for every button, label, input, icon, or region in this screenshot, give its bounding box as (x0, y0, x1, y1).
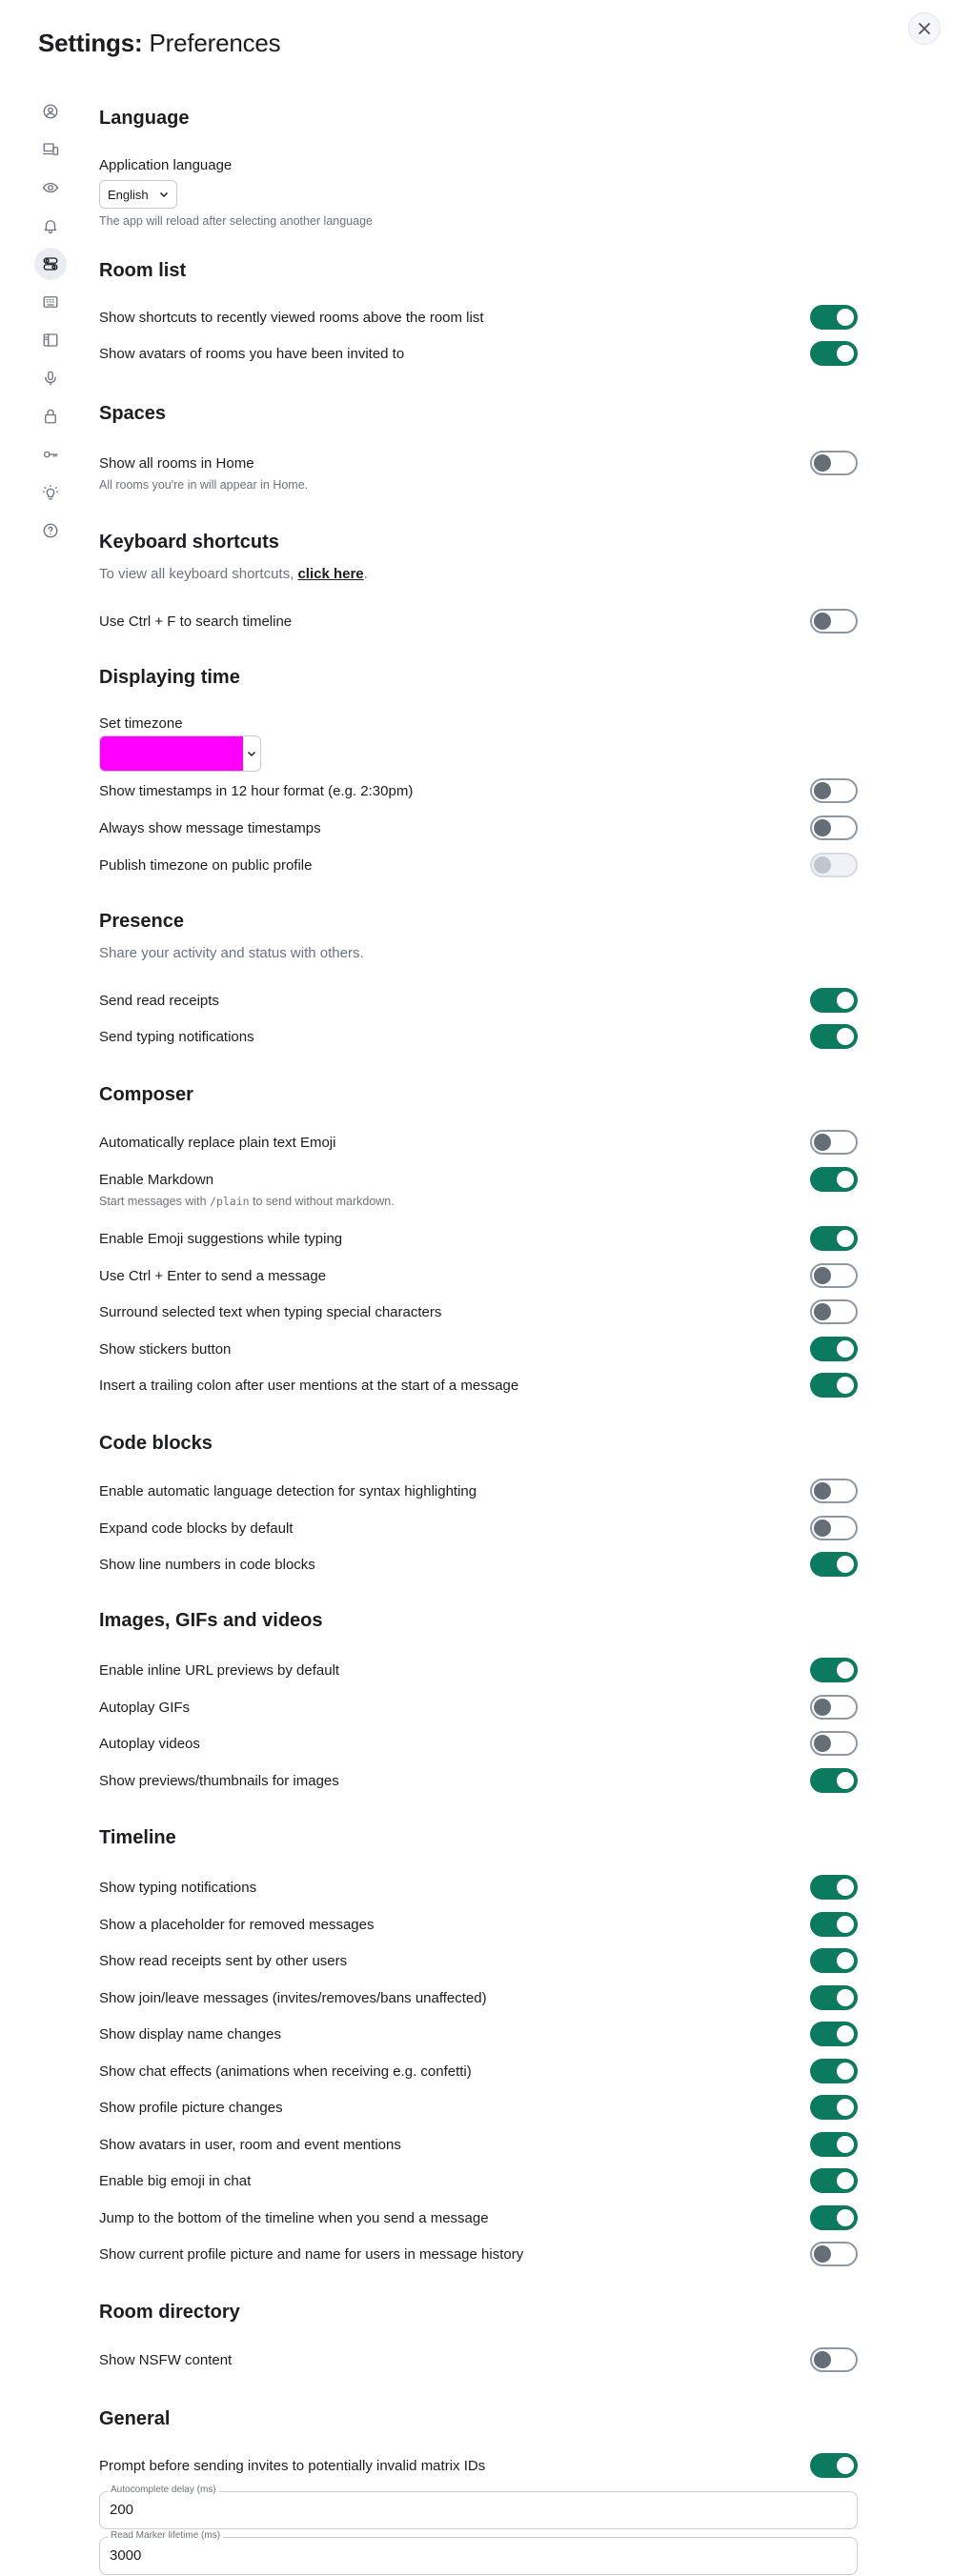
toggle-knob (814, 1267, 831, 1284)
toggle-knob (814, 1735, 831, 1752)
toggle-show-all-rooms-in-home[interactable] (810, 451, 858, 475)
section-heading-timeline: Timeline (99, 1827, 176, 1848)
section-heading-room-directory: Room directory (99, 2302, 240, 2323)
setting-label-show-a-placeholder-for-removed-messages: Show a placeholder for removed messages (99, 1917, 375, 1933)
tab-preferences[interactable] (34, 248, 67, 280)
setting-label-show-stickers-button: Show stickers button (99, 1341, 232, 1358)
toggle-automatically-replace-plain-text-emoji[interactable] (810, 1130, 858, 1155)
timezone-label: Set timezone (99, 715, 183, 732)
toggle-send-typing-notifications[interactable] (810, 1024, 858, 1049)
toggle-show-read-receipts-sent-by-other-users[interactable] (810, 1948, 858, 1973)
section-heading-composer: Composer (99, 1084, 193, 1105)
toggle-autoplay-gifs[interactable] (810, 1695, 858, 1720)
toggle-knob (837, 1171, 854, 1188)
setting-label-show-avatars-in-user-room-and-event-ment: Show avatars in user, room and event mentions (99, 2137, 401, 2153)
section-heading-general: General (99, 2408, 171, 2429)
presence-hint: Share your activity and status with others. (99, 945, 364, 961)
toggle-knob (837, 2457, 854, 2474)
voice-video-icon (42, 370, 59, 387)
toggle-jump-to-the-bottom-of-the-timeline-when-[interactable] (810, 2205, 858, 2230)
toggle-show-profile-picture-changes[interactable] (810, 2095, 858, 2120)
setting-label-insert-a-trailing-colon-after-user-menti: Insert a trailing colon after user mentions at the start of a message (99, 1378, 519, 1394)
setting-label-show-display-name-changes: Show display name changes (99, 2026, 281, 2043)
toggle-knob (837, 1340, 854, 1358)
toggle-show-previews-thumbnails-for-images[interactable] (810, 1768, 858, 1793)
setting-label-enable-emoji-suggestions-while-typing: Enable Emoji suggestions while typing (99, 1231, 343, 1247)
toggle-show-stickers-button[interactable] (810, 1337, 858, 1361)
toggle-prompt-before-sending-invites-to-potenti[interactable] (810, 2453, 858, 2478)
setting-label-publish-timezone-on-public-profile: Publish timezone on public profile (99, 857, 313, 874)
toggle-use-ctrl-enter-to-send-a-message[interactable] (810, 1263, 858, 1288)
toggle-always-show-message-timestamps[interactable] (810, 815, 858, 840)
setting-label-use-ctrl-enter-to-send-a-message: Use Ctrl + Enter to send a message (99, 1268, 327, 1284)
toggle-insert-a-trailing-colon-after-user-menti[interactable] (810, 1373, 858, 1398)
toggle-knob (814, 1134, 831, 1151)
language-hint: The app will reload after selecting another language (99, 214, 373, 228)
toggle-knob (837, 2025, 854, 2043)
setting-label-show-profile-picture-changes: Show profile picture changes (99, 2100, 283, 2116)
toggle-knob (837, 1952, 854, 1969)
toggle-show-nsfw-content[interactable] (810, 2347, 858, 2372)
setting-label-show-read-receipts-sent-by-other-users: Show read receipts sent by other users (99, 1953, 348, 1969)
setting-label-show-line-numbers-in-code-blocks: Show line numbers in code blocks (99, 1557, 315, 1573)
toggle-knob (814, 782, 831, 799)
page-title (38, 29, 280, 58)
toggle-enable-markdown[interactable] (810, 1167, 858, 1192)
security-icon (42, 408, 59, 425)
section-heading-language: Language (99, 108, 190, 129)
tab-account[interactable] (34, 95, 67, 128)
toggle-enable-automatic-language-detection-for-[interactable] (810, 1479, 858, 1503)
toggle-show-avatars-in-user-room-and-event-ment[interactable] (810, 2132, 858, 2157)
setting-label-enable-big-emoji-in-chat: Enable big emoji in chat (99, 2173, 252, 2189)
section-heading-spaces: Spaces (99, 403, 167, 424)
field-label: Autocomplete delay (ms) (108, 2485, 219, 2495)
toggle-knob (837, 992, 854, 1009)
setting-label-prompt-before-sending-invites-to-potenti: Prompt before sending invites to potentially invalid matrix IDs (99, 2458, 486, 2474)
language-label: Application language (99, 157, 233, 173)
toggle-knob (837, 2099, 854, 2116)
tab-keyboard[interactable] (34, 286, 67, 318)
field-autocomplete-delay-ms (99, 2485, 858, 2529)
markdown-hint-code: /plain (210, 1195, 250, 1208)
toggle-show-a-placeholder-for-removed-messages[interactable] (810, 1912, 858, 1937)
toggle-enable-emoji-suggestions-while-typing[interactable] (810, 1226, 858, 1251)
timezone-value (100, 736, 243, 771)
toggle-knob (837, 345, 854, 362)
field-label: Read Marker lifetime (ms) (108, 2530, 223, 2541)
toggle-send-read-receipts[interactable] (810, 988, 858, 1013)
section-heading-keyboard: Keyboard shortcuts (99, 532, 279, 553)
section-heading-room-list: Room list (99, 260, 187, 281)
toggle-knob (814, 613, 831, 630)
toggle-show-current-profile-picture-and-name-fo[interactable] (810, 2242, 858, 2266)
setting-label-show-timestamps-in-12-hour-format-e-g-2-: Show timestamps in 12 hour format (e.g. 2:30pm) (99, 783, 414, 799)
close-icon (918, 22, 931, 35)
title-rest: Preferences (149, 29, 281, 57)
toggle-knob (837, 1661, 854, 1679)
tab-sessions[interactable] (34, 133, 67, 166)
sessions-icon (42, 141, 59, 158)
section-heading-media: Images, GIFs and videos (99, 1610, 323, 1631)
tab-notifications[interactable] (34, 210, 67, 242)
tab-sidebar[interactable] (34, 324, 67, 356)
toggle-autoplay-videos[interactable] (810, 1731, 858, 1756)
toggle-expand-code-blocks-by-default[interactable] (810, 1516, 858, 1540)
setting-label-show-previews-thumbnails-for-images: Show previews/thumbnails for images (99, 1773, 339, 1789)
keyboard-shortcuts-link[interactable]: click here (297, 566, 364, 582)
setting-label-send-typing-notifications: Send typing notifications (99, 1029, 254, 1045)
setting-label-show-all-rooms-in-home: Show all rooms in Home (99, 455, 254, 472)
field-input-read-marker-lifetime-ms[interactable] (110, 2547, 834, 2564)
toggle-show-timestamps-in-12-hour-format-e-g-2-[interactable] (810, 778, 858, 803)
setting-label-show-join-leave-messages-invites-removes: Show join/leave messages (invites/removes/bans unaffected) (99, 1990, 487, 2006)
tab-voice-video[interactable] (34, 362, 67, 394)
toggle-show-avatars-of-rooms-you-have-been-invi[interactable] (810, 341, 858, 366)
close-button[interactable] (908, 12, 941, 45)
toggle-knob (837, 2172, 854, 2189)
field-read-marker-lifetime-ms (99, 2530, 858, 2575)
timezone-dropdown[interactable] (99, 735, 261, 772)
preferences-icon (42, 255, 59, 272)
encryption-key-icon (42, 446, 59, 463)
keyboard-hint-after: . (363, 566, 368, 582)
title-bold: Settings: (38, 29, 143, 57)
toggle-knob (814, 1482, 831, 1499)
toggle-show-chat-effects-animations-when-receiv[interactable] (810, 2059, 858, 2083)
chevron-down-icon (247, 749, 256, 758)
toggle-enable-inline-url-previews-by-default[interactable] (810, 1658, 858, 1682)
setting-label-always-show-message-timestamps: Always show message timestamps (99, 820, 321, 836)
help-icon (42, 522, 59, 539)
markdown-hint (99, 1195, 395, 1208)
toggle-knob (837, 1916, 854, 1933)
toggle-knob (837, 2209, 854, 2226)
setting-label-expand-code-blocks-by-default: Expand code blocks by default (99, 1520, 294, 1537)
toggle-knob (837, 1772, 854, 1789)
setting-label-autoplay-videos: Autoplay videos (99, 1736, 200, 1752)
keyboard-hint-text: To view all keyboard shortcuts, (99, 566, 298, 582)
language-dropdown[interactable] (99, 180, 177, 209)
section-heading-code-blocks: Code blocks (99, 1433, 213, 1454)
account-icon (42, 103, 59, 120)
setting-hint: All rooms you're in will appear in Home. (99, 478, 309, 492)
toggle-publish-timezone-on-public-profile (810, 853, 858, 877)
labs-icon (42, 484, 59, 501)
setting-label-show-nsfw-content: Show NSFW content (99, 2352, 233, 2368)
toggle-knob (837, 1989, 854, 2006)
setting-label-enable-markdown: Enable Markdown (99, 1172, 214, 1188)
toggle-knob (837, 2136, 854, 2153)
setting-label-show-current-profile-picture-and-name-fo: Show current profile picture and name for users in message history (99, 2246, 524, 2263)
tab-help[interactable] (34, 514, 67, 547)
setting-label-show-avatars-of-rooms-you-have-been-invi: Show avatars of rooms you have been invited to (99, 346, 405, 362)
setting-label-jump-to-the-bottom-of-the-timeline-when-: Jump to the bottom of the timeline when you send a message (99, 2210, 489, 2226)
toggle-use-ctrl-f-to-search-timeline[interactable] (810, 609, 858, 634)
toggle-surround-selected-text-when-typing-speci[interactable] (810, 1299, 858, 1324)
toggle-knob (837, 2063, 854, 2080)
setting-label-show-chat-effects-animations-when-receiv: Show chat effects (animations when receiving e.g. confetti) (99, 2063, 472, 2080)
toggle-knob (837, 1377, 854, 1394)
toggle-show-typing-notifications[interactable] (810, 1875, 858, 1900)
toggle-show-display-name-changes[interactable] (810, 2022, 858, 2046)
markdown-hint-after: to send without markdown. (249, 1195, 395, 1208)
setting-label-enable-inline-url-previews-by-default: Enable inline URL previews by default (99, 1662, 340, 1679)
tab-labs[interactable] (34, 476, 67, 509)
toggle-knob (814, 1303, 831, 1320)
field-input-autocomplete-delay-ms[interactable] (110, 2502, 834, 2518)
toggle-show-line-numbers-in-code-blocks[interactable] (810, 1552, 858, 1577)
toggle-knob (837, 1028, 854, 1045)
tab-security[interactable] (34, 400, 67, 433)
section-heading-presence: Presence (99, 911, 184, 932)
sidebar-icon (42, 332, 59, 349)
setting-label-automatically-replace-plain-text-emoji: Automatically replace plain text Emoji (99, 1135, 336, 1151)
appearance-icon (42, 179, 59, 196)
toggle-knob (814, 454, 831, 472)
language-selected: English (108, 187, 149, 202)
setting-label-send-read-receipts: Send read receipts (99, 993, 219, 1009)
toggle-show-join-leave-messages-invites-removes[interactable] (810, 1985, 858, 2010)
toggle-knob (814, 2245, 831, 2263)
setting-label-autoplay-gifs: Autoplay GIFs (99, 1700, 191, 1716)
toggle-knob (814, 856, 831, 874)
setting-label-surround-selected-text-when-typing-speci: Surround selected text when typing special characters (99, 1304, 442, 1320)
toggle-knob (837, 1230, 854, 1247)
section-heading-time: Displaying time (99, 667, 240, 688)
toggle-knob (837, 1556, 854, 1573)
setting-label-enable-automatic-language-detection-for-: Enable automatic language detection for syntax highlighting (99, 1483, 477, 1499)
toggle-knob (837, 1879, 854, 1896)
keyboard-icon (42, 293, 59, 311)
toggle-knob (814, 2351, 831, 2368)
toggle-knob (814, 819, 831, 836)
setting-label-show-shortcuts-to-recently-viewed-rooms-: Show shortcuts to recently viewed rooms above the room list (99, 310, 484, 326)
tab-encryption[interactable] (34, 438, 67, 471)
toggle-show-shortcuts-to-recently-viewed-rooms-[interactable] (810, 305, 858, 330)
markdown-hint-before: Start messages with (99, 1195, 211, 1208)
toggle-enable-big-emoji-in-chat[interactable] (810, 2168, 858, 2193)
setting-label-show-typing-notifications: Show typing notifications (99, 1880, 257, 1896)
toggle-knob (837, 309, 854, 326)
toggle-knob (814, 1699, 831, 1716)
tab-appearance[interactable] (34, 171, 67, 204)
toggle-knob (814, 1519, 831, 1537)
setting-label-use-ctrl-f-to-search-timeline: Use Ctrl + F to search timeline (99, 614, 293, 630)
keyboard-shortcuts-hint (99, 566, 368, 582)
notifications-icon (42, 217, 59, 234)
chevron-down-icon (159, 190, 169, 199)
